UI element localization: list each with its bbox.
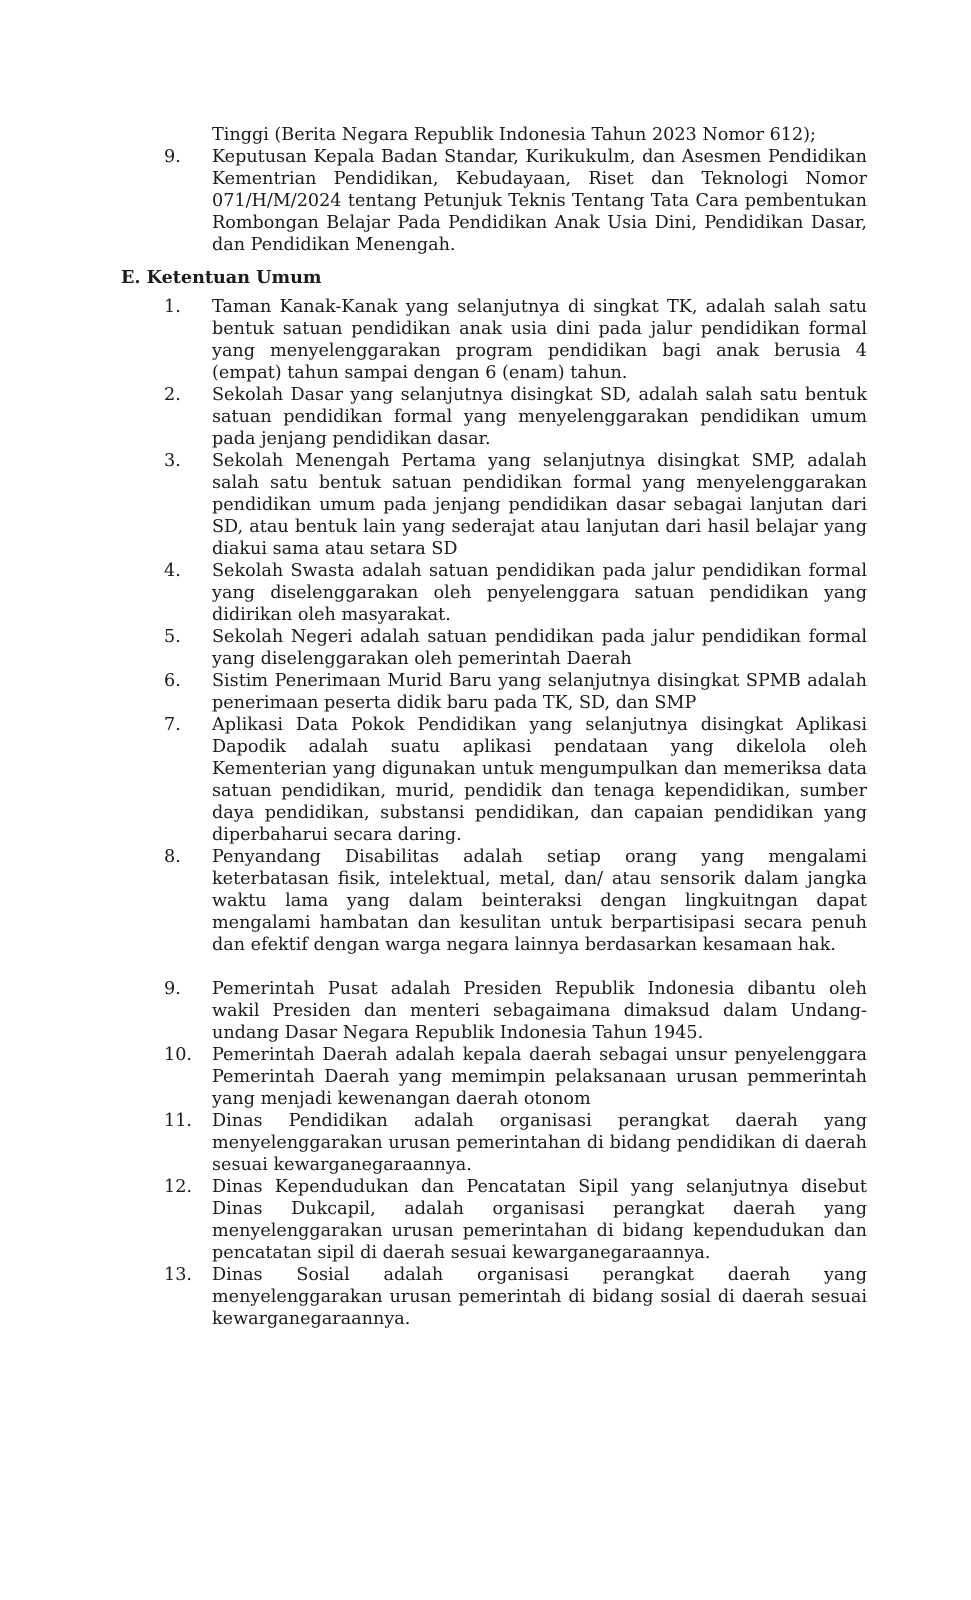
item-text: Pemerintah Pusat adalah Presiden Republik Indonesia dibantu oleh wakil Presiden dan menteri sebagaimana dimaksud dalam Undang-undang Dasar Negara Republik Indonesia Tahun 1945. bbox=[212, 979, 867, 1043]
item-number: 1. bbox=[164, 297, 181, 317]
list-item-8 bbox=[164, 846, 867, 956]
item-text: Sekolah Negeri adalah satuan pendidikan pada jalur pendidikan formal yang diselenggarakan oleh pemerintah Daerah bbox=[212, 627, 867, 669]
item-number: 10. bbox=[164, 1045, 192, 1065]
item-text: Sekolah Swasta adalah satuan pendidikan pada jalur pendidikan formal yang diselenggarakan oleh penyelenggara satuan pendidikan yang didirikan oleh masyarakat. bbox=[212, 561, 867, 625]
item-text: Sekolah Menengah Pertama yang selanjutnya disingkat SMP, adalah salah satu bentuk satuan pendidikan formal yang menyelenggarakan pendidikan umum pada jenjang pendidikan dasar sebagai lanjutan dari SD, atau bentuk lain yang sederajat atau lanjutan dari hasil belajar yang diakui sama atau setara SD bbox=[212, 451, 867, 559]
list-item-7 bbox=[164, 714, 867, 846]
item-number: 13. bbox=[164, 1265, 192, 1285]
section-heading: E. Ketentuan Umum bbox=[121, 267, 322, 288]
item-text: Dinas Pendidikan adalah organisasi perangkat daerah yang menyelenggarakan urusan pemerintahan di bidang pendidikan di daerah sesuai kewarganegaraannya. bbox=[212, 1111, 867, 1175]
item-text: Keputusan Kepala Badan Standar, Kurikukulm, dan Asesmen Pendidikan Kementrian Pendidikan, Kebudayaan, Riset dan Teknologi Nomor 071/H/M/2024 tentang Petunjuk Teknis Tentang Tata Cara pembentukan Rombongan Belajar Pada Pendidikan Anak Usia Dini, Pendidikan Dasar, dan Pendidikan Menengah. bbox=[212, 147, 867, 255]
item-text: Aplikasi Data Pokok Pendidikan yang selanjutnya disingkat Aplikasi Dapodik adalah suatu aplikasi pendataan yang dikelola oleh Kementerian yang digunakan untuk mengumpulkan dan memeriksa data satuan pendidikan, murid, pendidik dan tenaga kependidikan, sumber daya pendidikan, substansi pendidikan, dan capaian pendidikan yang diperbaharui secara daring. bbox=[212, 715, 867, 845]
list-item-5 bbox=[164, 626, 867, 670]
item-number: 9. bbox=[164, 147, 181, 167]
item-text: Dinas Kependudukan dan Pencatatan Sipil yang selanjutnya disebut Dinas Dukcapil, adalah organisasi perangkat daerah yang menyelenggarakan urusan pemerintahan di bidang kependudukan dan pencatatan sipil di daerah sesuai kewarganegaraannya. bbox=[212, 1177, 867, 1263]
item-text: Sistim Penerimaan Murid Baru yang selanjutnya disingkat SPMB adalah penerimaan peserta didik baru pada TK, SD, dan SMP bbox=[212, 671, 867, 713]
item-text: Sekolah Dasar yang selanjutnya disingkat SD, adalah salah satu bentuk satuan pendidikan formal yang menyelenggarakan pendidikan umum pada jenjang pendidikan dasar. bbox=[212, 385, 867, 449]
list-item-11 bbox=[164, 1110, 867, 1176]
list-item-12 bbox=[164, 1176, 867, 1264]
list-item-3 bbox=[164, 450, 867, 560]
item-number: 3. bbox=[164, 451, 181, 471]
item-number: 12. bbox=[164, 1177, 192, 1197]
list-item-6 bbox=[164, 670, 867, 714]
list-item-1 bbox=[164, 296, 867, 384]
item-text: Dinas Sosial adalah organisasi perangkat daerah yang menyelenggarakan urusan pemerintah di bidang sosial di daerah sesuai kewarganegaraannya. bbox=[212, 1265, 867, 1329]
list-item-2 bbox=[164, 384, 867, 450]
item-number: 11. bbox=[164, 1111, 192, 1131]
list-item-4 bbox=[164, 560, 867, 626]
previous-list-item-9 bbox=[164, 146, 867, 256]
item-text: Pemerintah Daerah adalah kepala daerah sebagai unsur penyelenggara Pemerintah Daerah yang memimpin pelaksanaan urusan pemmerintah yang menjadi kewenangan daerah otonom bbox=[212, 1045, 867, 1109]
item-number: 8. bbox=[164, 847, 181, 867]
item-number: 4. bbox=[164, 561, 181, 581]
previous-item-continuation: Tinggi (Berita Negara Republik Indonesia Tahun 2023 Nomor 612); bbox=[212, 125, 816, 145]
item-text: Taman Kanak-Kanak yang selanjutnya di singkat TK, adalah salah satu bentuk satuan pendidikan anak usia dini pada jalur pendidikan formal yang menyelenggarakan program pendidikan bagi anak berusia 4 (empat) tahun sampai dengan 6 (enam) tahun. bbox=[212, 297, 867, 383]
list-item-13 bbox=[164, 1264, 867, 1330]
item-number: 5. bbox=[164, 627, 181, 647]
item-number: 9. bbox=[164, 979, 181, 999]
item-number: 2. bbox=[164, 385, 181, 405]
list-item-9 bbox=[164, 978, 867, 1044]
item-number: 7. bbox=[164, 715, 181, 735]
item-number: 6. bbox=[164, 671, 181, 691]
list-item-10 bbox=[164, 1044, 867, 1110]
item-text: Penyandang Disabilitas adalah setiap orang yang mengalami keterbatasan fisik, intelektual, metal, dan/ atau sensorik dalam jangka waktu lama yang dalam beinteraksi dengan lingkuitngan dapat mengalami hambatan dan kesulitan untuk berpartisipasi secara penuh dan efektif dengan warga negara lainnya berdasarkan kesamaan hak. bbox=[212, 847, 867, 955]
